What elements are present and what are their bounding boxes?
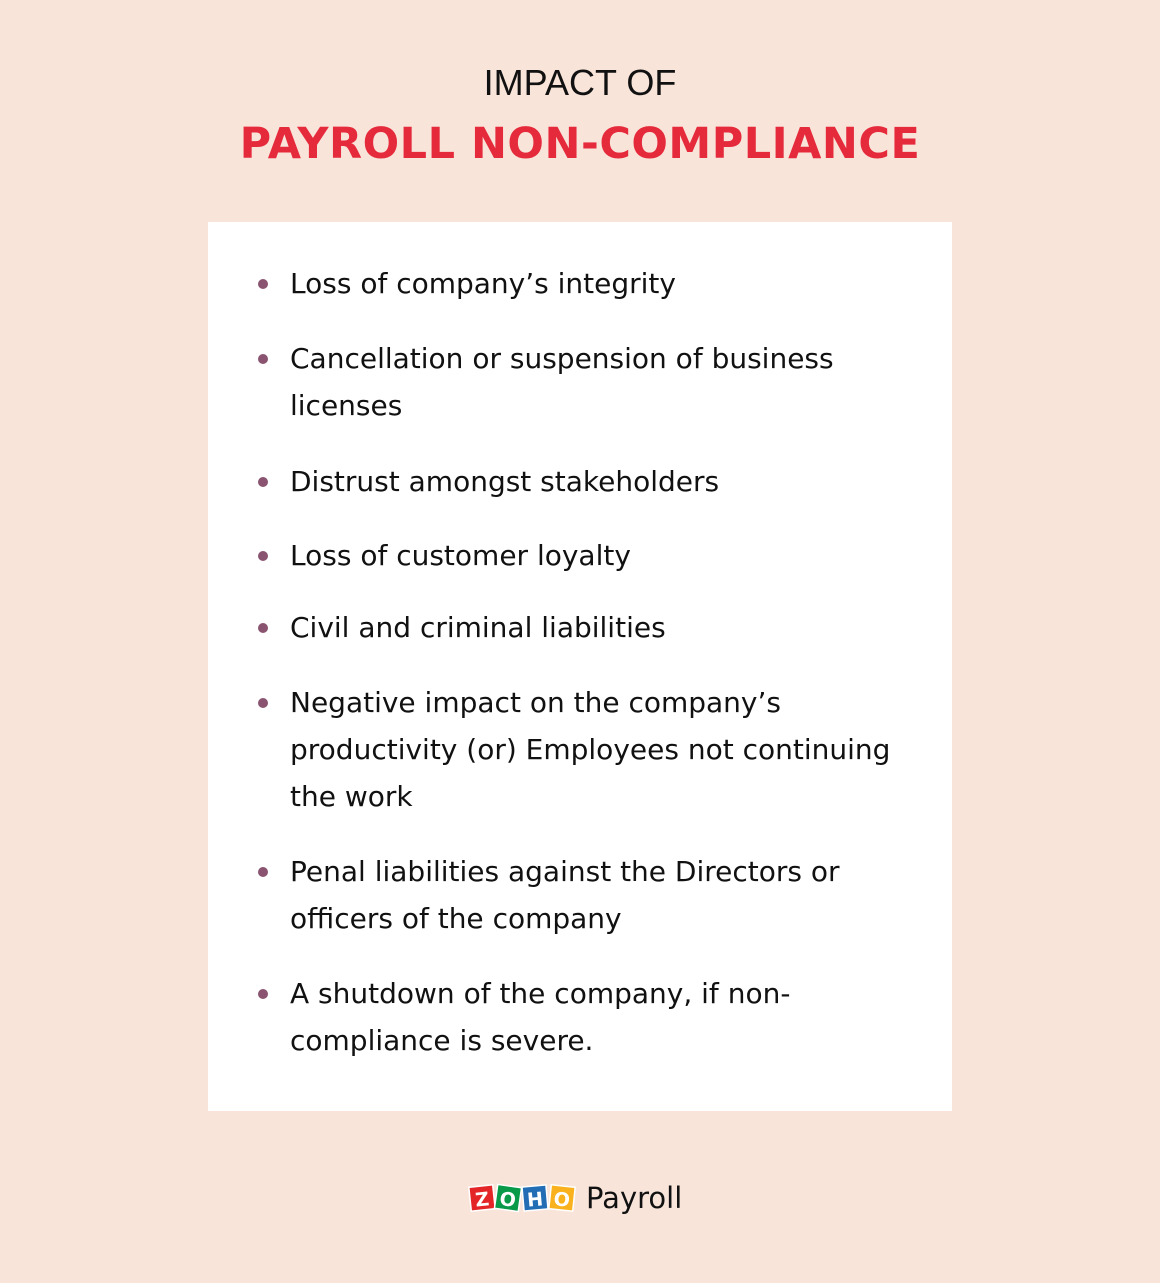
page-title: PAYROLL NON-COMPLIANCE <box>239 119 921 169</box>
product-name: Payroll <box>586 1181 683 1215</box>
list-item <box>290 848 920 942</box>
zoho-logo-icon <box>468 1180 576 1216</box>
brand-footer <box>468 1178 708 1218</box>
list-item <box>290 679 920 820</box>
list-item <box>290 604 920 651</box>
bullet-icon <box>258 623 268 633</box>
bullet-icon <box>258 279 268 289</box>
list-item <box>290 532 920 579</box>
logo-letter: H <box>526 1188 545 1212</box>
list-item <box>290 458 920 505</box>
list-item-text: Civil and criminal liabilities <box>290 611 666 644</box>
page-heading-top: IMPACT OF <box>483 62 677 103</box>
list-item-text: Cancellation or suspension of business licenses <box>290 342 834 422</box>
bullet-icon <box>258 698 268 708</box>
logo-letter: Z <box>474 1188 491 1212</box>
bullet-icon <box>258 867 268 877</box>
impact-card <box>208 222 952 1111</box>
list-item <box>290 335 920 429</box>
bullet-icon <box>258 477 268 487</box>
list-item-text: Penal liabilities against the Directors or officers of the company <box>290 855 840 935</box>
impact-list <box>208 222 952 1111</box>
list-item-text: Loss of company’s integrity <box>290 267 676 300</box>
list-item-text: Negative impact on the company’s productivity (or) Employees not continuing the work <box>290 686 891 813</box>
list-item-text: Distrust amongst stakeholders <box>290 465 720 498</box>
logo-letter: O <box>552 1188 571 1212</box>
bullet-icon <box>258 354 268 364</box>
list-item <box>290 970 920 1064</box>
list-item-text: Loss of customer loyalty <box>290 539 631 572</box>
bullet-icon <box>258 551 268 561</box>
bullet-icon <box>258 989 268 999</box>
list-item <box>290 260 920 307</box>
logo-letter: O <box>498 1187 518 1212</box>
list-item-text: A shutdown of the company, if non-compliance is severe. <box>290 977 791 1057</box>
